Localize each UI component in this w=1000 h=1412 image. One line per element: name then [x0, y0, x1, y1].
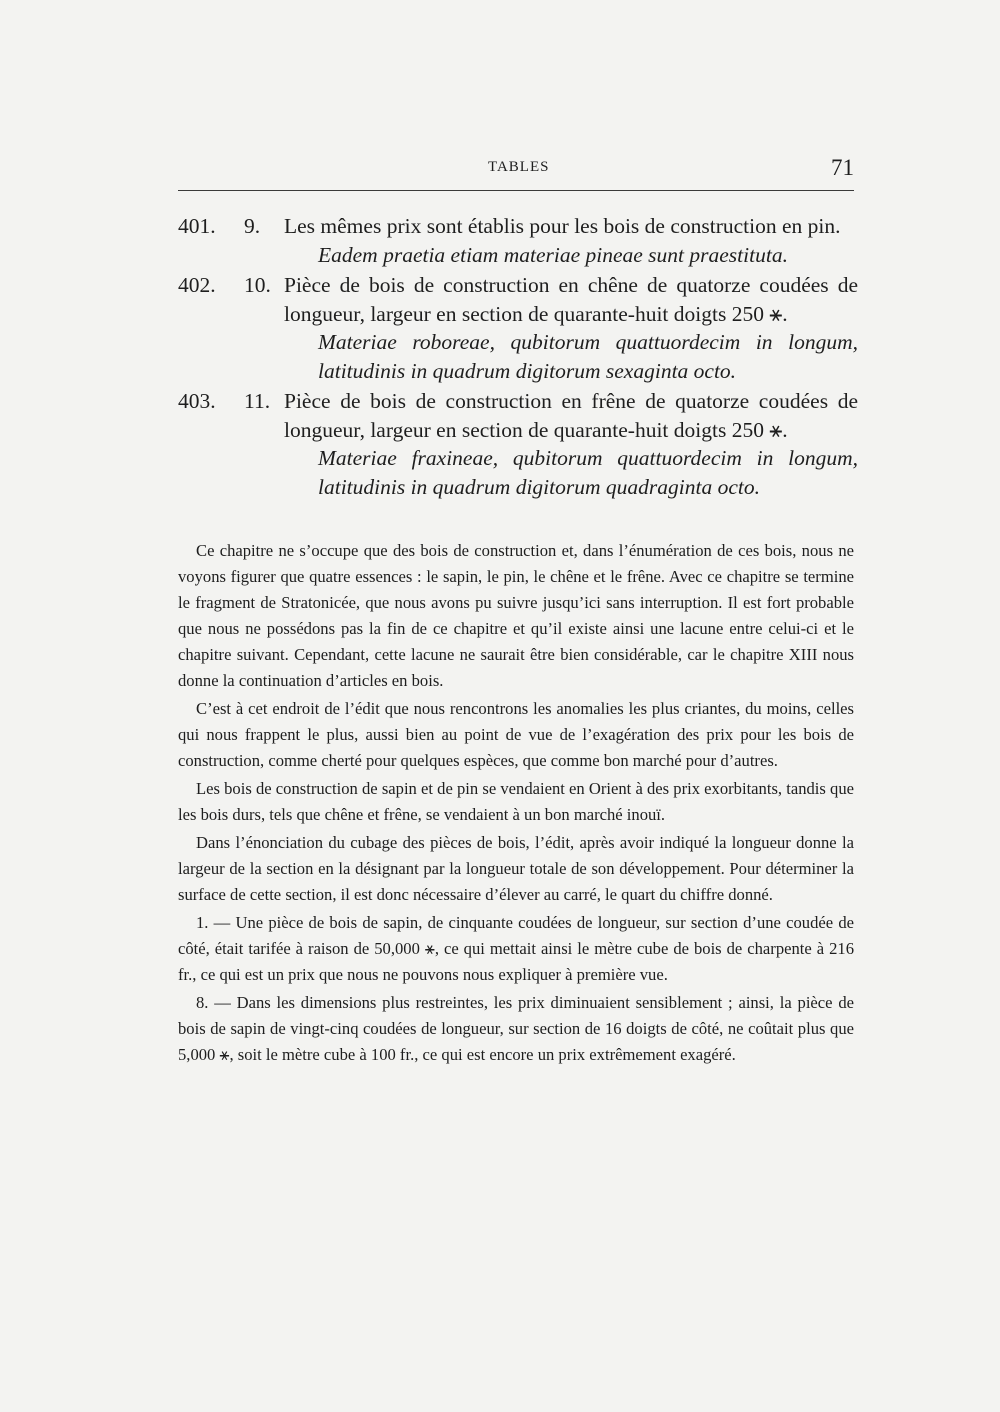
- entry-sub-number: 11.: [244, 389, 271, 413]
- price-entries: [178, 212, 858, 501]
- running-title: TABLES: [488, 159, 550, 175]
- commentary-paragraph: 1. — Une pièce de bois de sapin, de cinquante coudées de longueur, sur section d’une coudée de côté, était tarifée à raison de 50,000 ⚹, ce qui mettait ainsi le mètre cube de bois de charpente à 216 fr., ce qui est un prix que nous ne pouvons nous expliquer à première vue.: [178, 913, 854, 984]
- running-head: [178, 155, 854, 185]
- page-number: 71: [831, 155, 854, 180]
- entry-sub-number: 9.: [244, 214, 261, 238]
- commentary: [178, 538, 854, 1070]
- entry-sub-number: 10.: [244, 273, 271, 297]
- entry-latin-text: Eadem praetia etiam materiae pineae sunt praestituta.: [318, 242, 788, 267]
- entry-number: 402.: [178, 273, 216, 297]
- entry-latin-text: Materiae fraxineae, qubitorum quattuordecim in longum, latitudinis in quadrum digitorum quadraginta octo.: [318, 446, 858, 499]
- commentary-paragraph: 8. — Dans les dimensions plus restreintes, les prix diminuaient sensiblement ; ainsi, la pièce de bois de sapin de vingt-cinq coudées de longueur, sur section de 16 doigts de côté, ne coûtait plus que 5,000 ⚹, soit le mètre cube à 100 fr., ce qui est encore un prix extrêmement exagéré.: [178, 993, 854, 1064]
- entry-french-text: Pièce de bois de construction en chêne de quatorze coudées de longueur, largeur en section de quarante-huit doigts 250 ⚹.: [284, 273, 858, 326]
- price-entry: [178, 212, 858, 269]
- price-entry: [178, 271, 858, 385]
- entry-number: 401.: [178, 214, 216, 238]
- price-entry: [178, 387, 858, 501]
- entry-number: 403.: [178, 389, 216, 413]
- entry-french-text: Les mêmes prix sont établis pour les bois de construction en pin.: [284, 214, 841, 238]
- commentary-paragraph: C’est à cet endroit de l’édit que nous rencontrons les anomalies les plus criantes, du moins, celles qui nous frappent le plus, aussi bien au point de vue de l’exagération des prix pour les bois de construction, comme cherté pour quelques espèces, que comme bon marché pour d’autres.: [178, 699, 854, 770]
- header-rule: [178, 190, 854, 191]
- commentary-paragraph: Dans l’énonciation du cubage des pièces de bois, l’édit, après avoir indiqué la longueur donne la largeur de la section en la désignant par la longueur totale de son développement. Pour déterminer la surface de cette section, il est donc nécessaire d’élever au carré, le quart du chiffre donné.: [178, 833, 854, 904]
- commentary-paragraph: Les bois de construction de sapin et de pin se vendaient en Orient à des prix exorbitants, tandis que les bois durs, tels que chêne et frêne, se vendaient à un bon marché inouï.: [178, 779, 854, 824]
- entry-french-text: Pièce de bois de construction en frêne de quatorze coudées de longueur, largeur en section de quarante-huit doigts 250 ⚹.: [284, 389, 858, 442]
- commentary-paragraph: Ce chapitre ne s’occupe que des bois de construction et, dans l’énumération de ces bois, nous ne voyons figurer que quatre essences : le sapin, le pin, le chêne et le frêne. Avec ce chapitre se termine le fragment de Stratonicée, que nous avons pu suivre jusqu’ici sans interruption. Il est fort probable que nous ne possédons pas la fin de ce chapitre et qu’il existe ainsi une lacune entre celui-ci et le chapitre suivant. Cependant, cette lacune ne saurait être bien considérable, car le chapitre XIII nous donne la continuation d’articles en bois.: [178, 541, 854, 690]
- entry-latin-text: Materiae roboreae, qubitorum quattuordecim in longum, latitudinis in quadrum digitorum sexaginta octo.: [318, 330, 858, 383]
